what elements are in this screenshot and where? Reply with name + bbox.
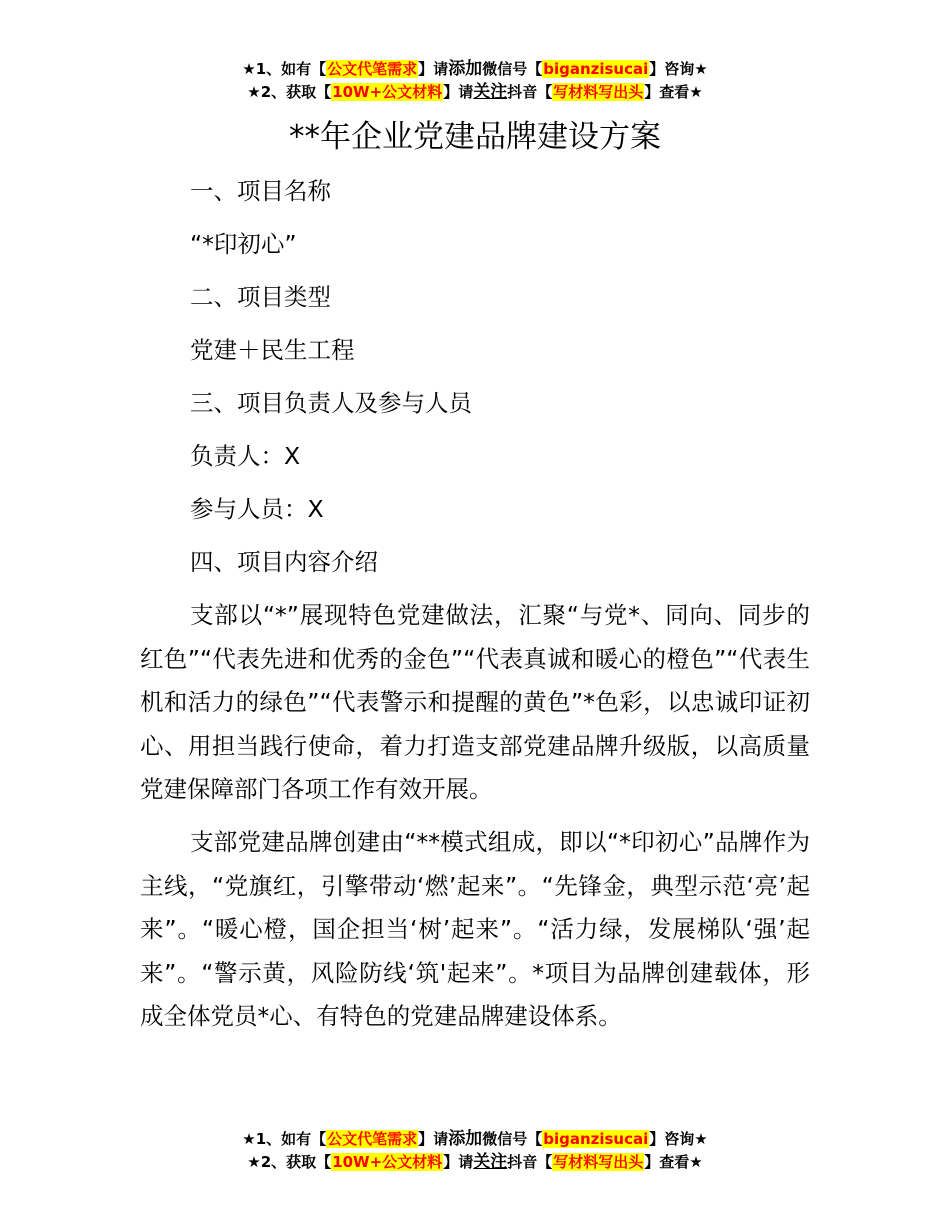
project-name-value: “*印初心”	[190, 230, 297, 258]
banner-emphasis: 关注	[473, 82, 508, 102]
banner-line-2	[0, 1151, 950, 1174]
section-heading-project-type: 二、项目类型	[190, 283, 331, 311]
body-paragraph: 支部以“*”展现特色党建做法，汇聚“与党*、同向、同步的红色”“代表先进和优秀的金色”“代表真诚和暖心的橙色”“代表生机和活力的绿色”“代表警示和提醒的黄色”*色彩，以忠诚印证初心、用担当践行使命，着力打造支部党建品牌升级版，以高质量党建保障部门各项工作有效开展。	[140, 601, 810, 803]
highlight-materials: 10W+公文材料	[332, 83, 443, 101]
banner-text: 微信号【	[482, 60, 543, 78]
banner-line-1	[0, 1128, 950, 1151]
banner-text: 】请	[443, 1153, 474, 1171]
highlight-douyin-id: 写材料写出头	[553, 1153, 644, 1171]
highlight-wechat-id: biganzisucai	[543, 1130, 649, 1148]
body-paragraph: 支部党建品牌创建由“**模式组成，即以“*印初心”品牌作为主线，“党旗红，引擎带动‘燃’起来”。“先锋金，典型示范‘亮’起来”。“暖心橙，国企担当‘树’起来”。“活力绿，发展梯队‘强’起来”。“警示黄，风险防线‘筑'起来”。*项目为品牌创建载体，形成全体党员*心、有特色的党建品牌建设体系。	[140, 828, 810, 1030]
header-banner	[0, 58, 950, 104]
banner-text: ★2、获取【	[247, 83, 332, 101]
highlight-douyin-id: 写材料写出头	[553, 83, 644, 101]
banner-line-1	[0, 58, 950, 81]
banner-text: 】请	[418, 1130, 449, 1148]
banner-text: 微信号【	[482, 1130, 543, 1148]
banner-text: 】咨询★	[649, 60, 708, 78]
banner-text: ★1、如有【	[242, 1130, 327, 1148]
document-body	[140, 170, 810, 1048]
banner-emphasis: 添加	[448, 1129, 483, 1149]
banner-text: ★1、如有【	[242, 60, 327, 78]
footer-banner	[0, 1128, 950, 1174]
banner-emphasis: 添加	[448, 59, 483, 79]
banner-text: 】咨询★	[649, 1130, 708, 1148]
document-title: **年企业党建品牌建设方案	[289, 119, 661, 155]
banner-text: ★2、获取【	[247, 1153, 332, 1171]
banner-text: 抖音【	[507, 1153, 553, 1171]
highlight-service: 公文代笔需求	[327, 1130, 418, 1148]
section-heading-project-name: 一、项目名称	[190, 177, 331, 205]
banner-text: 】请	[443, 83, 474, 101]
banner-text: 抖音【	[507, 83, 553, 101]
section-heading-content: 四、项目内容介绍	[190, 548, 378, 576]
banner-emphasis: 关注	[473, 1152, 508, 1172]
project-type-value: 党建＋民生工程	[190, 336, 355, 364]
participants-line: 参与人员：X	[190, 495, 324, 523]
banner-text: 】查看★	[644, 83, 703, 101]
banner-text: 】请	[418, 60, 449, 78]
leader-line: 负责人：X	[190, 442, 301, 470]
banner-line-2	[0, 81, 950, 104]
section-heading-personnel: 三、项目负责人及参与人员	[190, 389, 472, 417]
highlight-materials: 10W+公文材料	[332, 1153, 443, 1171]
highlight-wechat-id: biganzisucai	[543, 60, 649, 78]
banner-text: 】查看★	[644, 1153, 703, 1171]
highlight-service: 公文代笔需求	[327, 60, 418, 78]
